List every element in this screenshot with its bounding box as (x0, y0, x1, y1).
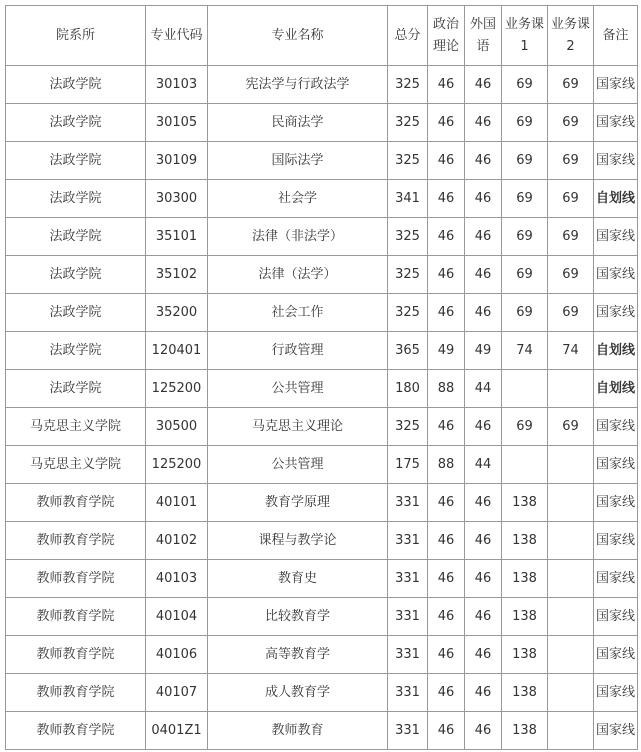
cell-total: 325 (388, 256, 428, 294)
header-name: 专业名称 (208, 6, 388, 66)
cell-dept: 教师教育学院 (6, 598, 146, 636)
cell-name: 行政管理 (208, 332, 388, 370)
cell-course2: 69 (548, 104, 594, 142)
cell-course1 (502, 446, 548, 484)
table-row (6, 522, 638, 560)
cell-code: 30500 (146, 408, 208, 446)
cell-code: 40103 (146, 560, 208, 598)
table-row (6, 370, 638, 408)
cell-course1: 138 (502, 484, 548, 522)
cell-code: 30109 (146, 142, 208, 180)
cell-foreign: 46 (465, 104, 502, 142)
cell-name: 国际法学 (208, 142, 388, 180)
cell-politics: 46 (428, 712, 465, 750)
cell-note: 国家线 (594, 408, 638, 446)
cell-politics: 46 (428, 104, 465, 142)
header-code: 专业代码 (146, 6, 208, 66)
cell-note: 国家线 (594, 66, 638, 104)
cell-foreign: 46 (465, 560, 502, 598)
cell-politics: 46 (428, 598, 465, 636)
cell-course2 (548, 522, 594, 560)
header-dept: 院系所 (6, 6, 146, 66)
cell-total: 331 (388, 636, 428, 674)
cell-total: 341 (388, 180, 428, 218)
cell-course2 (548, 598, 594, 636)
cell-code: 35102 (146, 256, 208, 294)
cell-dept: 教师教育学院 (6, 712, 146, 750)
cell-course1 (502, 370, 548, 408)
header-politics: 政治理论 (428, 6, 465, 66)
cell-total: 175 (388, 446, 428, 484)
cell-total: 331 (388, 560, 428, 598)
cell-politics: 46 (428, 180, 465, 218)
cell-dept: 法政学院 (6, 370, 146, 408)
cell-politics: 46 (428, 408, 465, 446)
cell-course2 (548, 484, 594, 522)
cell-foreign: 49 (465, 332, 502, 370)
cell-politics: 49 (428, 332, 465, 370)
cell-code: 120401 (146, 332, 208, 370)
cell-name: 教师教育 (208, 712, 388, 750)
cell-course1: 138 (502, 674, 548, 712)
cell-dept: 教师教育学院 (6, 560, 146, 598)
table-row (6, 218, 638, 256)
cell-foreign: 46 (465, 408, 502, 446)
cell-name: 社会学 (208, 180, 388, 218)
cell-politics: 88 (428, 370, 465, 408)
cell-code: 30300 (146, 180, 208, 218)
cell-total: 331 (388, 712, 428, 750)
cell-course2 (548, 636, 594, 674)
cell-dept: 法政学院 (6, 104, 146, 142)
cell-dept: 法政学院 (6, 218, 146, 256)
cell-politics: 46 (428, 636, 465, 674)
cell-course2: 69 (548, 256, 594, 294)
cell-name: 马克思主义理论 (208, 408, 388, 446)
cell-course1: 69 (502, 256, 548, 294)
cell-note: 国家线 (594, 142, 638, 180)
cell-name: 教育史 (208, 560, 388, 598)
cell-foreign: 46 (465, 484, 502, 522)
cell-dept: 教师教育学院 (6, 484, 146, 522)
cell-note: 自划线 (594, 180, 638, 218)
cell-course1: 138 (502, 636, 548, 674)
cell-course1: 74 (502, 332, 548, 370)
cell-foreign: 46 (465, 294, 502, 332)
table-row (6, 446, 638, 484)
cell-name: 比较教育学 (208, 598, 388, 636)
cell-course2: 69 (548, 180, 594, 218)
cell-code: 35101 (146, 218, 208, 256)
cell-course2 (548, 370, 594, 408)
header-foreign: 外国语 (465, 6, 502, 66)
cell-course1: 69 (502, 66, 548, 104)
cell-course1: 138 (502, 712, 548, 750)
cell-name: 公共管理 (208, 446, 388, 484)
cell-dept: 法政学院 (6, 66, 146, 104)
cell-foreign: 46 (465, 256, 502, 294)
cell-politics: 46 (428, 142, 465, 180)
cell-name: 公共管理 (208, 370, 388, 408)
cell-dept: 法政学院 (6, 256, 146, 294)
table-row (6, 256, 638, 294)
cell-total: 331 (388, 522, 428, 560)
cell-note: 国家线 (594, 674, 638, 712)
cell-foreign: 46 (465, 180, 502, 218)
cell-course2: 74 (548, 332, 594, 370)
cell-politics: 46 (428, 484, 465, 522)
table-header (6, 6, 638, 66)
cell-code: 40106 (146, 636, 208, 674)
cell-course2: 69 (548, 218, 594, 256)
header-note: 备注 (594, 6, 638, 66)
table-row (6, 598, 638, 636)
cell-total: 331 (388, 674, 428, 712)
cell-course1: 69 (502, 180, 548, 218)
cell-total: 325 (388, 142, 428, 180)
cell-politics: 46 (428, 218, 465, 256)
table-row (6, 636, 638, 674)
cell-name: 宪法学与行政法学 (208, 66, 388, 104)
cell-total: 331 (388, 484, 428, 522)
cell-dept: 教师教育学院 (6, 522, 146, 560)
cell-total: 365 (388, 332, 428, 370)
cell-course2 (548, 712, 594, 750)
header-course2: 业务课2 (548, 6, 594, 66)
cell-name: 成人教育学 (208, 674, 388, 712)
cell-code: 0401Z1 (146, 712, 208, 750)
cell-foreign: 46 (465, 218, 502, 256)
cell-note: 国家线 (594, 560, 638, 598)
table-row (6, 408, 638, 446)
cell-course1: 69 (502, 104, 548, 142)
cell-note: 国家线 (594, 522, 638, 560)
cell-code: 125200 (146, 370, 208, 408)
table-row (6, 674, 638, 712)
cell-total: 325 (388, 294, 428, 332)
cell-dept: 教师教育学院 (6, 674, 146, 712)
cell-total: 325 (388, 408, 428, 446)
cell-total: 180 (388, 370, 428, 408)
cell-code: 30105 (146, 104, 208, 142)
cell-code: 35200 (146, 294, 208, 332)
cell-code: 40107 (146, 674, 208, 712)
cell-foreign: 46 (465, 636, 502, 674)
table-row (6, 142, 638, 180)
cell-foreign: 46 (465, 674, 502, 712)
cell-dept: 马克思主义学院 (6, 446, 146, 484)
cell-dept: 法政学院 (6, 180, 146, 218)
cell-code: 40101 (146, 484, 208, 522)
header-total: 总分 (388, 6, 428, 66)
cell-foreign: 46 (465, 522, 502, 560)
cell-course2: 69 (548, 408, 594, 446)
cell-name: 法律（非法学） (208, 218, 388, 256)
cell-total: 325 (388, 66, 428, 104)
cell-politics: 46 (428, 522, 465, 560)
cell-foreign: 44 (465, 446, 502, 484)
cell-code: 40102 (146, 522, 208, 560)
cell-note: 国家线 (594, 104, 638, 142)
table-row (6, 104, 638, 142)
cell-dept: 法政学院 (6, 142, 146, 180)
header-course1: 业务课1 (502, 6, 548, 66)
cell-foreign: 46 (465, 66, 502, 104)
table-row (6, 66, 638, 104)
cell-name: 课程与教学论 (208, 522, 388, 560)
cell-course1: 69 (502, 408, 548, 446)
cell-politics: 46 (428, 674, 465, 712)
cell-note: 国家线 (594, 598, 638, 636)
table-row (6, 712, 638, 750)
cell-politics: 46 (428, 256, 465, 294)
cell-course1: 69 (502, 218, 548, 256)
cell-note: 国家线 (594, 484, 638, 522)
cell-note: 国家线 (594, 636, 638, 674)
cell-course2: 69 (548, 66, 594, 104)
cell-foreign: 46 (465, 142, 502, 180)
table-row (6, 294, 638, 332)
cell-total: 325 (388, 104, 428, 142)
cell-note: 自划线 (594, 370, 638, 408)
cell-course1: 138 (502, 560, 548, 598)
cell-foreign: 46 (465, 712, 502, 750)
cell-course1: 69 (502, 294, 548, 332)
table-body (6, 66, 638, 750)
cell-politics: 88 (428, 446, 465, 484)
cell-note: 国家线 (594, 294, 638, 332)
cell-code: 30103 (146, 66, 208, 104)
cell-code: 125200 (146, 446, 208, 484)
cell-course1: 138 (502, 522, 548, 560)
cell-politics: 46 (428, 66, 465, 104)
cell-total: 325 (388, 218, 428, 256)
cell-note: 国家线 (594, 256, 638, 294)
table-row (6, 180, 638, 218)
cell-dept: 法政学院 (6, 332, 146, 370)
table-row (6, 484, 638, 522)
cell-course1: 69 (502, 142, 548, 180)
header-row (6, 6, 638, 66)
cell-note: 国家线 (594, 446, 638, 484)
cell-politics: 46 (428, 294, 465, 332)
cell-course2: 69 (548, 294, 594, 332)
cell-foreign: 46 (465, 598, 502, 636)
cell-total: 331 (388, 598, 428, 636)
cell-politics: 46 (428, 560, 465, 598)
cell-name: 民商法学 (208, 104, 388, 142)
cell-name: 法律（法学） (208, 256, 388, 294)
cell-name: 高等教育学 (208, 636, 388, 674)
cell-course2 (548, 560, 594, 598)
cell-dept: 法政学院 (6, 294, 146, 332)
cell-name: 教育学原理 (208, 484, 388, 522)
cell-code: 40104 (146, 598, 208, 636)
cell-note: 自划线 (594, 332, 638, 370)
cell-course1: 138 (502, 598, 548, 636)
cell-dept: 马克思主义学院 (6, 408, 146, 446)
score-table (5, 5, 638, 750)
cell-course2: 69 (548, 142, 594, 180)
cell-note: 国家线 (594, 712, 638, 750)
table-row (6, 560, 638, 598)
cell-course2 (548, 446, 594, 484)
cell-course2 (548, 674, 594, 712)
cell-name: 社会工作 (208, 294, 388, 332)
cell-dept: 教师教育学院 (6, 636, 146, 674)
table-row (6, 332, 638, 370)
cell-note: 国家线 (594, 218, 638, 256)
cell-foreign: 44 (465, 370, 502, 408)
